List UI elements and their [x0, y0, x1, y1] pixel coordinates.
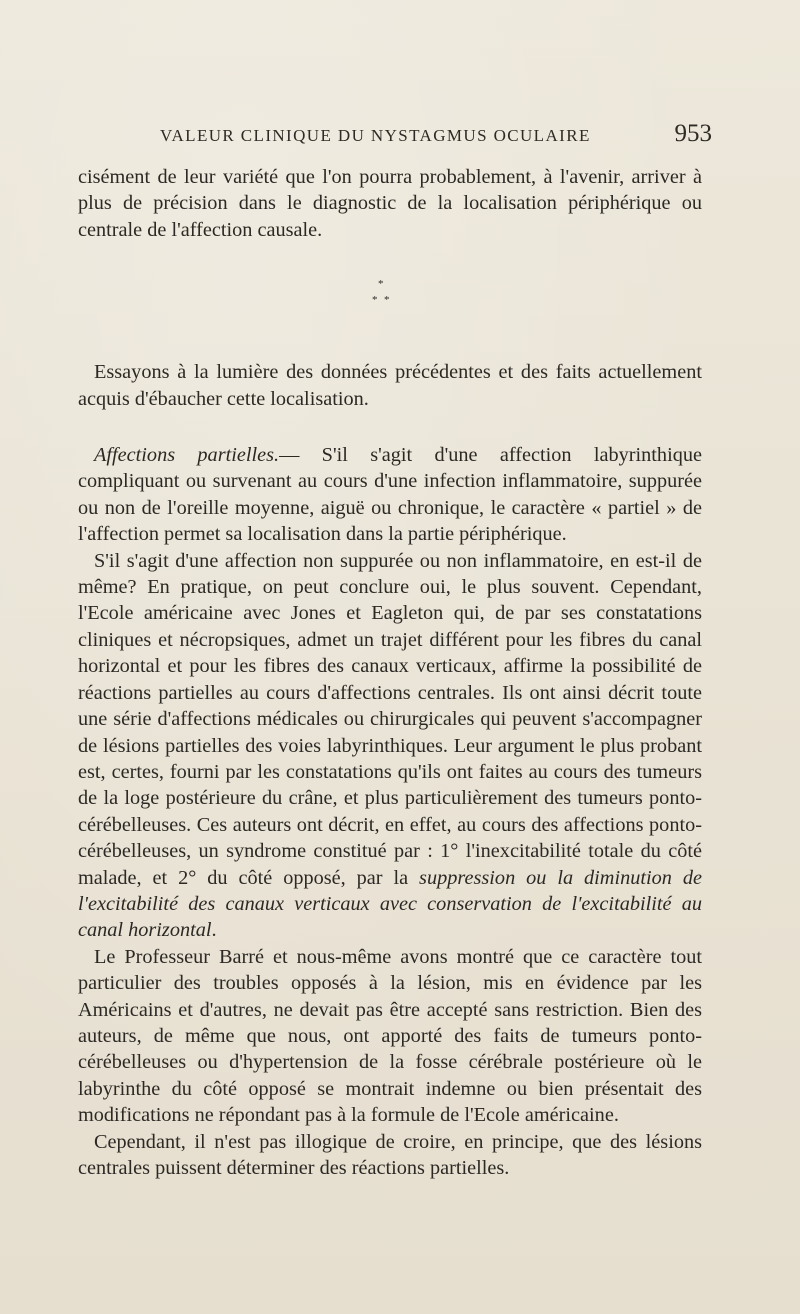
separator-star-bottom-left: *	[372, 294, 378, 307]
paragraph-ecole-americaine	[78, 548, 702, 944]
paragraph-intro: Essayons à la lumière des données précédentes et des faits actuellement acquis d'ébaucher cette localisation.	[78, 361, 702, 410]
paragraph-continuation: cisément de leur variété que l'on pourra probablement, à l'avenir, arriver à plus de précision dans le diagnostic de la localisation périphérique ou centrale de l'affection causale.	[78, 166, 702, 241]
section-separator	[78, 265, 702, 335]
paragraph-text: — S'il s'agit d'une affection labyrinthique compliquant ou survenant au cours d'une infection inflammatoire, suppurée ou non de l'oreille moyenne, aiguë ou chronique, le caractère « partiel » de l'affection permet sa localisation dans la partie périphérique.	[78, 444, 702, 546]
paragraph-affections-partielles	[78, 442, 702, 548]
paragraph-conclusion: Cependant, il n'est pas illogique de croire, en principe, que des lésions centrales puissent déterminer des réactions partielles.	[78, 1130, 702, 1179]
section-lead-italic: Affections partielles.	[94, 444, 280, 467]
paragraph-text: S'il s'agit d'une affection non suppurée ou non inflammatoire, en est-il de même? En pratique, on peut conclure oui, le plus souvent. Cependant, l'Ecole américaine avec Jones et Eagleton qui, de par ses constatations cliniques et nécropsiques, admet un trajet différent pour les fibres du canal horizontal et pour les fibres des canaux verticaux, affirme la possibilité de réactions partielles au cours d'affections centrales. Ils ont ainsi décrit toute une série d'affections médicales ou chirurgicales qui peuvent s'accompagner de lésions partielles des voies labyrinthiques. Leur argument le plus probant est, certes, fourni par les constatations qu'ils ont faites au cours des tumeurs de la loge postérieure du crâne, et plus particulièrement des tumeurs ponto-cérébelleuses. Ces auteurs ont décrit, en effet, au cours des affections ponto-cérébelleuses, un syndrome constitué par : 1° l'inexcitabilité totale du côté malade, et 2° du côté opposé, par la	[78, 549, 702, 889]
paragraph-end: .	[211, 919, 217, 942]
italic-phrase: suppression ou la diminution de l'excitabilité des canaux verticaux avec conservation de l'excitabilité au canal horizontal	[78, 866, 702, 942]
paragraph-professeur-barre: Le Professeur Barré et nous-même avons montré que ce caractère tout particulier des troubles opposés à la lésion, mis en évidence par les Américains et d'autres, ne devait pas être accepté sans restriction. Bien des auteurs, de même que nous, ont apporté des faits de tumeurs ponto-cérébelleuses ou d'hypertension de la fosse cérébrale postérieure où le labyrinthe du côté opposé se montrait indemne ou bien présentait des modifications ne répondant pas à la formule de l'Ecole américaine.	[78, 945, 702, 1127]
running-head	[160, 120, 712, 150]
paragraph-gap	[78, 412, 702, 442]
page-number: 953	[674, 120, 712, 147]
separator-star-bottom-right: *	[384, 294, 390, 307]
running-title: VALEUR CLINIQUE DU NYSTAGMUS OCULAIRE	[160, 126, 591, 145]
separator-star-top: *	[378, 278, 384, 291]
body-text	[78, 164, 702, 1181]
